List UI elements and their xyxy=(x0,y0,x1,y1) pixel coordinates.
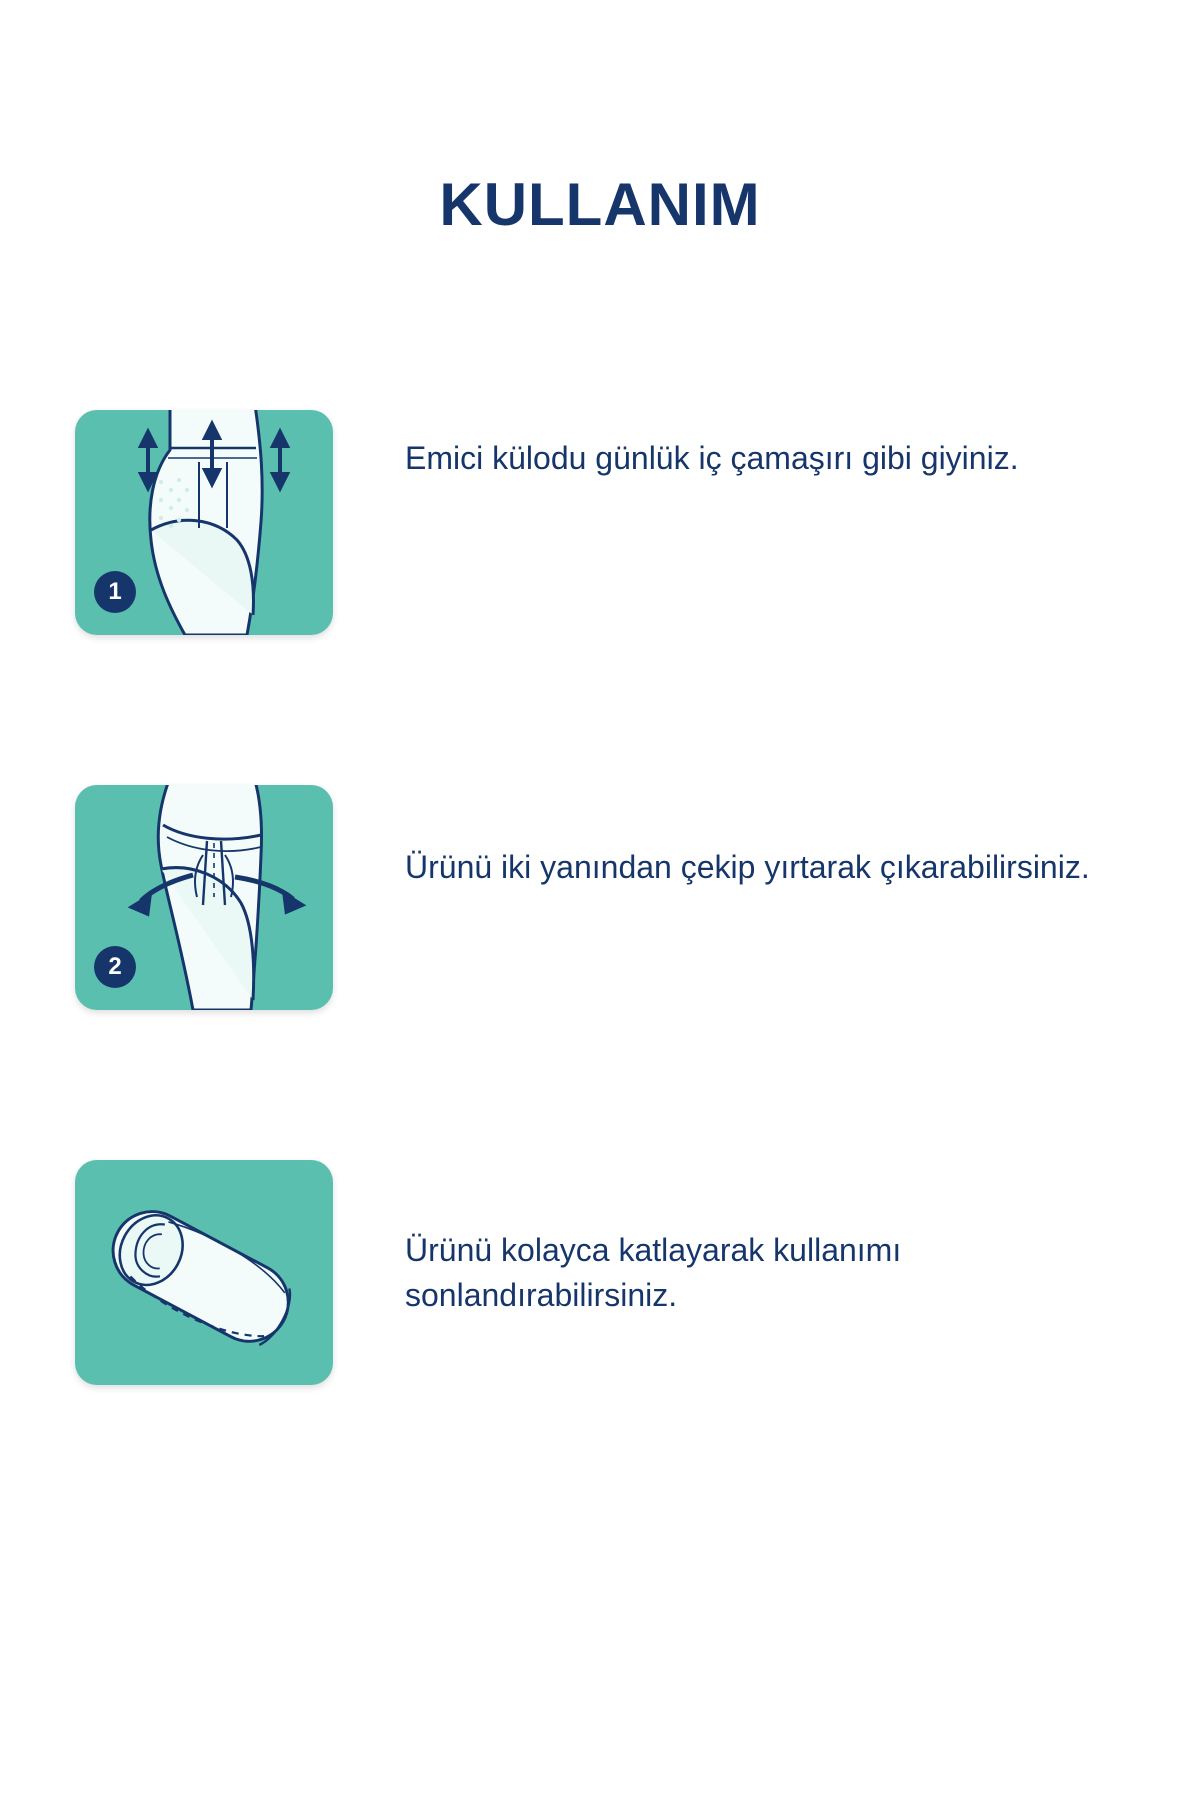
steps-list xyxy=(0,410,1200,1535)
list-item xyxy=(0,1160,1200,1420)
step-description: Ürünü iki yanından çekip yırtarak çıkarabilirsiniz. xyxy=(405,849,1090,885)
step-description: Ürünü kolayca katlayarak kullanımı sonlandırabilirsiniz. xyxy=(405,1232,902,1314)
step-number-badge: 1 xyxy=(94,571,136,613)
step-description: Emici külodu günlük iç çamaşırı gibi giyiniz. xyxy=(405,440,1019,476)
rolled-product-icon xyxy=(75,1160,333,1385)
list-item xyxy=(0,410,1200,670)
step-illustration-2 xyxy=(75,785,333,1010)
step-number-badge: 2 xyxy=(94,946,136,988)
step-illustration-3 xyxy=(75,1160,333,1385)
step-illustration-1 xyxy=(75,410,333,635)
page-title: KULLANIM xyxy=(439,171,761,238)
list-item xyxy=(0,785,1200,1045)
